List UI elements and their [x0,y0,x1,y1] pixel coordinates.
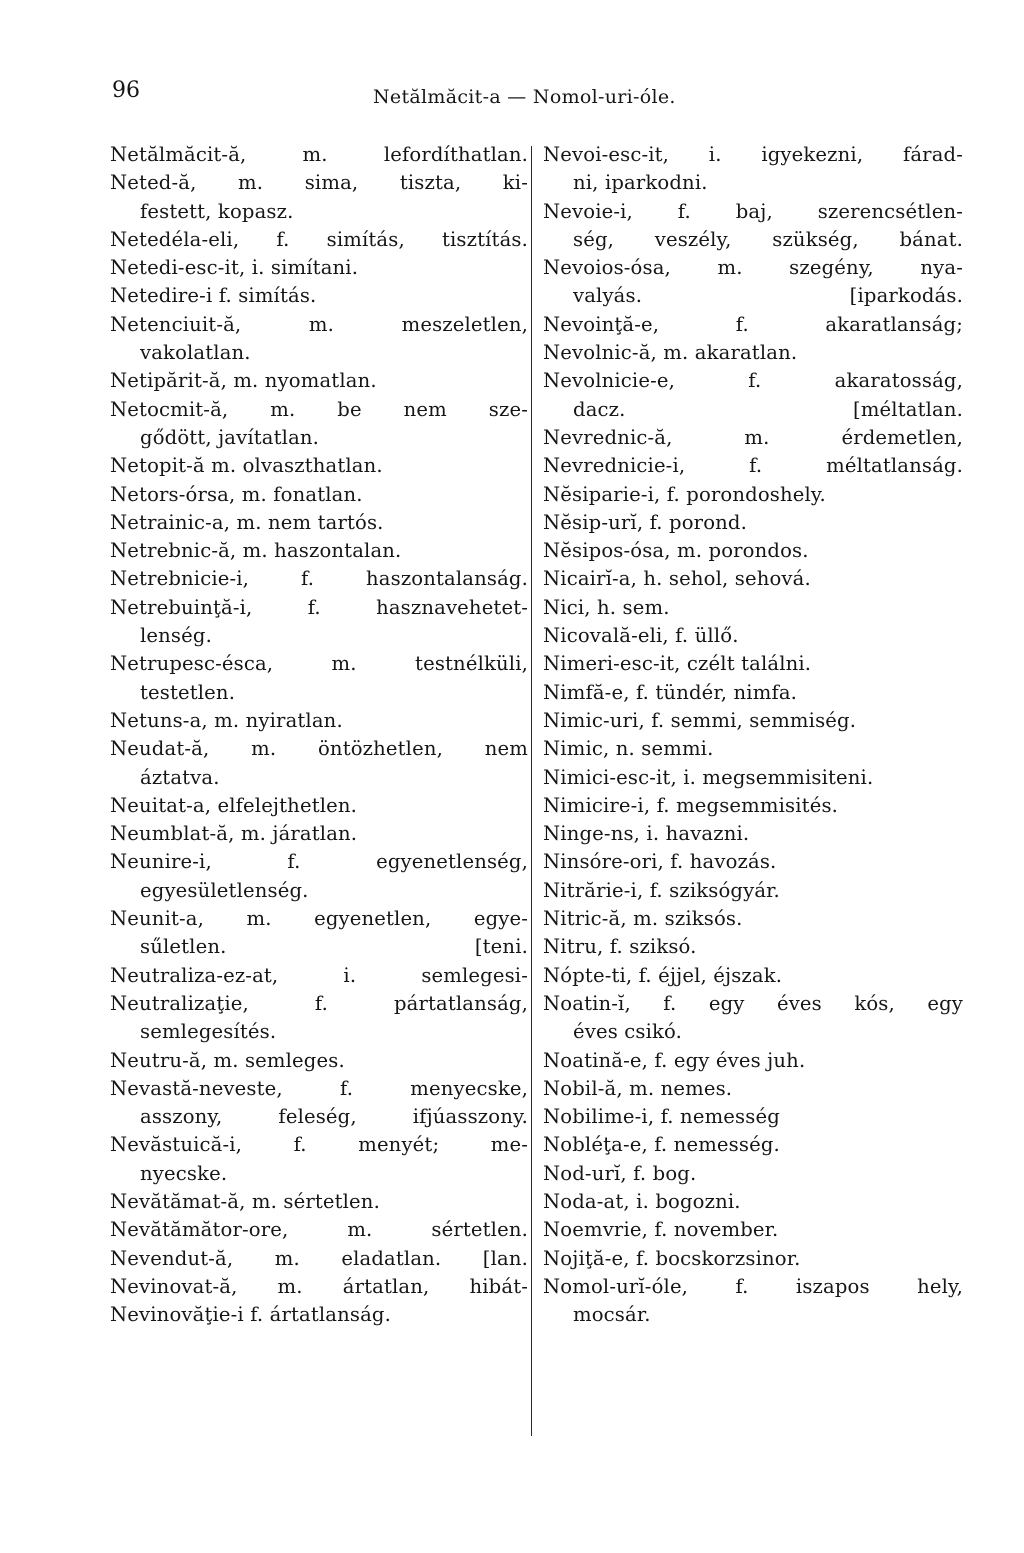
dictionary-entry-line: Netedire-i f. simítás. [110,284,317,308]
entry-continuation-line: vakolatlan. [140,341,251,365]
entry-continuation-line: valyás. [iparkodás. [573,284,963,308]
dictionary-entry-line: Neted-ă, m. sima, tiszta, ki- [110,171,528,195]
dictionary-entry-line: Neutralizaţie, f. pártatlanság, [110,991,528,1015]
dictionary-entry-line: Nevoi-esc-it, i. igyekezni, fárad- [543,143,963,166]
entry-continuation-line: sűletlen. [teni. [140,935,528,959]
dictionary-entry-line: Neutru-ă, m. semleges. [110,1048,345,1072]
entry-continuation-line: lenség. [140,624,212,648]
dictionary-entry-line: Nojiţă-e, f. bocskorzsinor. [543,1246,801,1270]
dictionary-entry-line: Nevătămat-ă, m. sértetlen. [110,1189,380,1213]
dictionary-entry-line: Nevoie-i, f. baj, szerencsétlen- [543,199,963,223]
dictionary-entry-line: Netrupesc-ésca, m. testnélküli, [110,652,528,676]
dictionary-entry-line: Nevoinţă-e, f. akaratlanság; [543,312,963,336]
running-head: Netălmăcit-a — Nomol-uri-óle. [373,86,676,108]
entry-continuation-line: semlegesítés. [140,1020,277,1044]
dictionary-entry-line: Nomol-urĭ-óle, f. iszapos hely, [543,1274,963,1298]
dictionary-entry-line: Neunit-a, m. egyenetlen, egye- [110,907,528,931]
dictionary-entry-line: Nevinovăţie-i f. ártatlanság. [110,1303,392,1327]
entry-continuation-line: áztatva. [140,765,220,789]
dictionary-entry-line: Nevinovat-ă, m. ártatlan, hibát- [110,1274,528,1298]
dictionary-entry-line: Neuitat-a, elfelejthetlen. [110,793,358,817]
dictionary-entry-line: Noatin-ĭ, f. egy éves kós, egy [543,991,963,1015]
dictionary-entry-line: Nevolnic-ă, m. akaratlan. [543,341,798,365]
dictionary-entry-line: Nobilime-i, f. nemesség [543,1105,780,1129]
dictionary-entry-line: Nevătămător-ore, m. sértetlen. [110,1218,528,1242]
dictionary-entry-line: Nici, h. sem. [543,595,670,619]
dictionary-entry-line: Nĕsip-urĭ, f. porond. [543,510,747,534]
dictionary-entry-line: Netrebnicie-i, f. haszontalanság. [110,567,528,591]
dictionary-entry-line: Noatină-e, f. egy éves juh. [543,1048,806,1072]
column-divider [531,146,532,1436]
dictionary-entry-line: Ninsóre-ori, f. havozás. [543,850,777,874]
dictionary-entry-line: Neumblat-ă, m. járatlan. [110,822,358,846]
entry-continuation-line: nyecske. [140,1161,228,1185]
dictionary-entry-line: Nicairĭ-a, h. sehol, sehová. [543,567,811,591]
entry-continuation-line: ség, veszély, szükség, bánat. [573,227,963,251]
dictionary-entry-line: Netipărit-ă, m. nyomatlan. [110,369,377,393]
dictionary-entry-line: Nimicire-i, f. megsemmisités. [543,793,839,817]
dictionary-entry-line: Neunire-i, f. egyenetlenség, [110,850,528,874]
dictionary-entry-line: Nĕsiparie-i, f. porondoshely. [543,482,826,506]
dictionary-entry-line: Nevrednicie-i, f. méltatlanság. [543,454,963,478]
dictionary-entry-line: Nevendut-ă, m. eladatlan. [lan. [110,1246,528,1270]
dictionary-entry-line: Netrainic-a, m. nem tartós. [110,510,384,534]
dictionary-entry-line: Nobil-ă, m. nemes. [543,1076,733,1100]
dictionary-entry-line: Nĕsipos-ósa, m. porondos. [543,539,809,563]
dictionary-entry-line: Nimic, n. semmi. [543,737,714,761]
dictionary-entry-line: Nimic-uri, f. semmi, semmiség. [543,708,857,732]
dictionary-entry-line: Nevăstuică-i, f. menyét; me- [110,1133,528,1157]
dictionary-entry-line: Nevrednic-ă, m. érdemetlen, [543,425,963,449]
dictionary-entry-line: Nod-urĭ, f. bog. [543,1161,697,1185]
entry-continuation-line: festett, kopasz. [140,199,294,223]
dictionary-entry-line: Netenciuit-ă, m. meszeletlen, [110,312,528,336]
dictionary-entry-line: Netrebuinţă-i, f. hasznavehetet- [110,595,528,619]
page-header [0,78,1024,122]
dictionary-entry-line: Nópte-ti, f. éjjel, éjszak. [543,963,783,987]
entry-continuation-line: testetlen. [140,680,236,704]
dictionary-entry-line: Netedéla-eli, f. simítás, tisztítás. [110,227,528,251]
dictionary-entry-line: Neudat-ă, m. öntözhetlen, nem [110,737,528,761]
left-column [110,141,528,1329]
dictionary-entry-line: Netopit-ă m. olvaszthatlan. [110,454,383,478]
entry-continuation-line: éves csikó. [573,1020,683,1044]
entry-continuation-line: gődött, javítatlan. [140,425,320,449]
dictionary-entry-line: Nevolnicie-e, f. akaratosság, [543,369,963,393]
dictionary-entry-line: Nitric-ă, m. sziksós. [543,907,743,931]
entry-continuation-line: dacz. [méltatlan. [573,397,963,421]
dictionary-entry-line: Ninge-ns, i. havazni. [543,822,750,846]
dictionary-entry-line: Noda-at, i. bogozni. [543,1189,741,1213]
dictionary-entry-line: Noemvrie, f. november. [543,1218,779,1242]
dictionary-entry-line: Nevastă-neveste, f. menyecske, [110,1076,528,1100]
entry-continuation-line: ni, iparkodni. [573,171,708,195]
entry-continuation-line: mocsár. [573,1303,651,1327]
entry-continuation-line: asszony, feleség, ifjúasszony. [140,1105,528,1129]
dictionary-entry-line: Netuns-a, m. nyiratlan. [110,708,343,732]
dictionary-entry-line: Netrebnic-ă, m. haszontalan. [110,539,402,563]
dictionary-entry-line: Netocmit-ă, m. be nem sze- [110,397,528,421]
dictionary-entry-line: Nevoios-ósa, m. szegény, nya- [543,256,963,280]
dictionary-entry-line: Nimeri-esc-it, czélt találni. [543,652,812,676]
dictionary-entry-line: Nitru, f. sziksó. [543,935,697,959]
entry-continuation-line: egyesületlenség. [140,878,309,902]
dictionary-entry-line: Netors-órsa, m. fonatlan. [110,482,363,506]
page-number: 96 [112,78,140,103]
dictionary-entry-line: Neutraliza-ez-at, i. semlegesi- [110,963,528,987]
dictionary-entry-line: Nimici-esc-it, i. megsemmisiteni. [543,765,874,789]
dictionary-entry-line: Nimfă-e, f. tündér, nimfa. [543,680,798,704]
right-column [543,141,963,1329]
dictionary-entry-line: Nobléţa-e, f. nemesség. [543,1133,780,1157]
dictionary-entry-line: Nicovală-eli, f. üllő. [543,624,739,648]
dictionary-entry-line: Netedi-esc-it, i. simítani. [110,256,359,280]
dictionary-entry-line: Netălmăcit-ă, m. lefordíthatlan. [110,143,528,166]
dictionary-entry-line: Nitrărie-i, f. sziksógyár. [543,878,780,902]
